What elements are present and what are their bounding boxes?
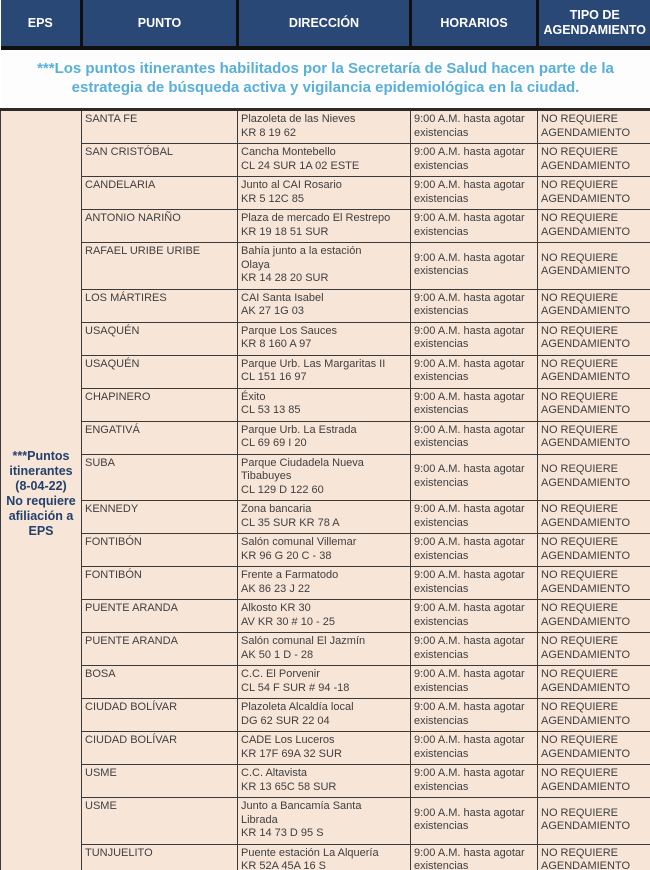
direccion-line: Plaza de mercado El Restrepo	[241, 212, 391, 224]
punto-cell: KENNEDY	[82, 501, 238, 534]
column-header-horarios: HORARIOS	[411, 0, 538, 48]
direccion-cell	[238, 798, 411, 845]
direccion-cell	[238, 322, 411, 355]
punto-cell: CIUDAD BOLÍVAR	[82, 699, 238, 732]
punto-cell: CANDELARIA	[82, 177, 238, 210]
direccion-line: Junto a Bancamía Santa	[241, 800, 362, 812]
punto-cell: USAQUÉN	[82, 322, 238, 355]
direccion-line: CL 24 SUR 1A 02 ESTE	[241, 159, 360, 172]
table-row	[1, 322, 650, 355]
punto-cell: ANTONIO NARIÑO	[82, 210, 238, 243]
direccion-line: KR 17F 69A 32 SUR	[241, 747, 342, 760]
horario-cell: 9:00 A.M. hasta agotar existencias	[411, 633, 538, 666]
table-row	[1, 666, 650, 699]
punto-cell: BOSA	[82, 666, 238, 699]
horario-cell: 9:00 A.M. hasta agotar existencias	[411, 501, 538, 534]
itinerant-points-notice: ***Los puntos itinerantes habilitados por la Secretaría de Salud hacen parte de la estrategia de búsqueda activa y vigilancia epidemiológica en la ciudad.	[1, 48, 650, 110]
direccion-line: Cancha Montebello	[241, 146, 336, 158]
horario-cell: 9:00 A.M. hasta agotar existencias	[411, 289, 538, 322]
horario-cell: 9:00 A.M. hasta agotar existencias	[411, 421, 538, 454]
direccion-line: Tibabuyes	[241, 470, 292, 482]
eps-label-line: itinerantes	[9, 463, 73, 478]
direccion-line: CL 35 SUR KR 78 A	[241, 516, 340, 529]
direccion-line: Parque Urb. Las Margaritas II	[241, 357, 386, 370]
direccion-line: C.C. El Porvenir	[241, 668, 320, 680]
direccion-line: CL 151 16 97	[241, 371, 307, 383]
tipo-agendamiento-cell: NO REQUIERE AGENDAMIENTO	[538, 534, 650, 567]
table-row	[1, 454, 650, 501]
tipo-agendamiento-cell: NO REQUIERE AGENDAMIENTO	[538, 144, 650, 177]
direccion-line: KR 14 28 20 SUR	[241, 272, 329, 284]
header-row	[1, 0, 650, 48]
horario-cell: 9:00 A.M. hasta agotar existencias	[411, 567, 538, 600]
tipo-agendamiento-cell: NO REQUIERE AGENDAMIENTO	[538, 421, 650, 454]
table-row	[1, 732, 650, 765]
direccion-line: CL 129 D 122 60	[241, 483, 324, 496]
eps-label-line: ***Puntos	[12, 448, 70, 463]
direccion-line: CL 69 69 I 20	[241, 437, 307, 449]
horario-cell: 9:00 A.M. hasta agotar existencias	[411, 177, 538, 210]
direccion-cell	[238, 210, 411, 243]
horario-cell: 9:00 A.M. hasta agotar existencias	[411, 765, 538, 798]
horario-cell: 9:00 A.M. hasta agotar existencias	[411, 732, 538, 765]
horario-cell: 9:00 A.M. hasta agotar existencias	[411, 699, 538, 732]
punto-cell: SUBA	[82, 454, 238, 501]
direccion-cell	[238, 633, 411, 666]
direccion-line: Salón comunal El Jazmín	[241, 635, 366, 647]
horario-cell: 9:00 A.M. hasta agotar existencias	[411, 110, 538, 144]
direccion-line: Parque Los Sauces	[241, 324, 338, 337]
direccion-line: KR 8 19 62	[241, 126, 297, 139]
table-row	[1, 765, 650, 798]
tipo-agendamiento-cell: NO REQUIERE AGENDAMIENTO	[538, 210, 650, 243]
direccion-cell	[238, 765, 411, 798]
direccion-line: Plazoleta de las Nieves	[241, 113, 356, 125]
tipo-agendamiento-cell: NO REQUIERE AGENDAMIENTO	[538, 699, 650, 732]
column-header-punto: PUNTO	[82, 0, 238, 48]
table-row	[1, 633, 650, 666]
direccion-line: KR 19 18 51 SUR	[241, 225, 329, 238]
punto-cell: FONTIBÓN	[82, 567, 238, 600]
direccion-line: Librada	[241, 813, 278, 826]
table-row	[1, 110, 650, 144]
table-row	[1, 844, 650, 870]
table-row	[1, 355, 650, 388]
direccion-cell	[238, 732, 411, 765]
table-row	[1, 177, 650, 210]
punto-cell: LOS MÁRTIRES	[82, 289, 238, 322]
horario-cell: 9:00 A.M. hasta agotar existencias	[411, 210, 538, 243]
tipo-agendamiento-cell: NO REQUIERE AGENDAMIENTO	[538, 454, 650, 501]
horario-cell: 9:00 A.M. hasta agotar existencias	[411, 355, 538, 388]
tipo-agendamiento-cell: NO REQUIERE AGENDAMIENTO	[538, 177, 650, 210]
notice-row	[1, 48, 650, 110]
direccion-line: Éxito	[241, 390, 266, 403]
table-row	[1, 421, 650, 454]
horario-cell: 9:00 A.M. hasta agotar existencias	[411, 600, 538, 633]
direccion-cell	[238, 501, 411, 534]
table-row	[1, 501, 650, 534]
direccion-cell	[238, 355, 411, 388]
direccion-line: Zona bancaria	[241, 503, 312, 515]
punto-cell: PUENTE ARANDA	[82, 600, 238, 633]
direccion-line: CL 53 13 85	[241, 404, 301, 416]
table-body	[1, 48, 650, 870]
horario-cell: 9:00 A.M. hasta agotar existencias	[411, 388, 538, 421]
horario-cell: 9:00 A.M. hasta agotar existencias	[411, 243, 538, 290]
punto-cell: SAN CRISTÓBAL	[82, 144, 238, 177]
direccion-line: C.C. Altavista	[241, 767, 308, 779]
direccion-line: KR 52A 45A 16 S	[241, 860, 327, 870]
direccion-line: Junto al CAI Rosario	[241, 179, 342, 191]
punto-cell: PUENTE ARANDA	[82, 633, 238, 666]
direccion-cell	[238, 243, 411, 290]
tipo-agendamiento-cell: NO REQUIERE AGENDAMIENTO	[538, 732, 650, 765]
direccion-cell	[238, 177, 411, 210]
table-header	[1, 0, 650, 48]
punto-cell: SANTA FE	[82, 110, 238, 144]
direccion-cell	[238, 110, 411, 144]
table-row	[1, 388, 650, 421]
direccion-cell	[238, 567, 411, 600]
direccion-line: Bahía junto a la estación	[241, 245, 362, 257]
punto-cell: CIUDAD BOLÍVAR	[82, 732, 238, 765]
direccion-cell	[238, 666, 411, 699]
tipo-agendamiento-cell: NO REQUIERE AGENDAMIENTO	[538, 388, 650, 421]
table-row	[1, 534, 650, 567]
table-row	[1, 210, 650, 243]
table-row	[1, 144, 650, 177]
direccion-cell	[238, 388, 411, 421]
direccion-cell	[238, 289, 411, 322]
tipo-agendamiento-cell: NO REQUIERE AGENDAMIENTO	[538, 243, 650, 290]
horario-cell: 9:00 A.M. hasta agotar existencias	[411, 322, 538, 355]
direccion-line: Salón comunal Villemar	[241, 536, 357, 548]
horario-cell: 9:00 A.M. hasta agotar existencias	[411, 144, 538, 177]
eps-label-line: No requiere	[6, 493, 76, 508]
table-row	[1, 567, 650, 600]
horario-cell: 9:00 A.M. hasta agotar existencias	[411, 798, 538, 845]
direccion-line: KR 13 65C 58 SUR	[241, 780, 337, 793]
punto-cell: FONTIBÓN	[82, 534, 238, 567]
direccion-line: AK 86 23 J 22	[241, 582, 311, 595]
direccion-line: Olaya	[241, 258, 270, 271]
direccion-line: CL 54 F SUR # 94 -18	[241, 681, 350, 694]
punto-cell: RAFAEL URIBE URIBE	[82, 243, 238, 290]
direccion-line: KR 8 160 A 97	[241, 338, 312, 350]
direccion-cell	[238, 534, 411, 567]
eps-label-line: afiliación a	[8, 508, 74, 523]
table-row	[1, 243, 650, 290]
tipo-agendamiento-cell: NO REQUIERE AGENDAMIENTO	[538, 633, 650, 666]
direccion-line: Plazoleta Alcaldía local	[241, 701, 354, 713]
tipo-agendamiento-cell: NO REQUIERE AGENDAMIENTO	[538, 355, 650, 388]
punto-cell: CHAPINERO	[82, 388, 238, 421]
horario-cell: 9:00 A.M. hasta agotar existencias	[411, 666, 538, 699]
eps-group-label	[1, 110, 82, 870]
tipo-agendamiento-cell: NO REQUIERE AGENDAMIENTO	[538, 501, 650, 534]
tipo-agendamiento-cell: NO REQUIERE AGENDAMIENTO	[538, 567, 650, 600]
direccion-line: Puente estación La Alquería	[241, 846, 379, 859]
direccion-line: KR 14 73 D 95 S	[241, 827, 324, 839]
direccion-cell	[238, 421, 411, 454]
tipo-agendamiento-cell: NO REQUIERE AGENDAMIENTO	[538, 600, 650, 633]
column-header-direccion: DIRECCIÓN	[238, 0, 411, 48]
direccion-cell	[238, 144, 411, 177]
punto-cell: ENGATIVÁ	[82, 421, 238, 454]
direccion-line: DG 62 SUR 22 04	[241, 714, 330, 727]
direccion-cell	[238, 454, 411, 501]
direccion-line: KR 5 12C 85	[241, 192, 304, 205]
direccion-line: AK 50 1 D - 28	[241, 648, 314, 661]
tipo-agendamiento-cell: NO REQUIERE AGENDAMIENTO	[538, 844, 650, 870]
direccion-line: Parque Ciudadela Nueva	[241, 456, 364, 469]
table-row	[1, 600, 650, 633]
tipo-agendamiento-cell: NO REQUIERE AGENDAMIENTO	[538, 765, 650, 798]
horario-cell: 9:00 A.M. hasta agotar existencias	[411, 454, 538, 501]
direccion-cell	[238, 600, 411, 633]
direccion-line: AV KR 30 # 10 - 25	[241, 615, 335, 628]
table-row	[1, 289, 650, 322]
tipo-agendamiento-cell: NO REQUIERE AGENDAMIENTO	[538, 322, 650, 355]
horario-cell: 9:00 A.M. hasta agotar existencias	[411, 534, 538, 567]
direccion-line: AK 27 1G 03	[241, 305, 304, 317]
direccion-line: Parque Urb. La Estrada	[241, 423, 357, 436]
eps-label-line: (8-04-22)	[15, 478, 67, 493]
eps-label-line: EPS	[28, 523, 54, 538]
direccion-cell	[238, 699, 411, 732]
tipo-agendamiento-cell: NO REQUIERE AGENDAMIENTO	[538, 289, 650, 322]
column-header-eps: EPS	[1, 0, 82, 48]
punto-cell: USME	[82, 765, 238, 798]
direccion-line: CAI Santa Isabel	[241, 291, 324, 304]
punto-cell: USME	[82, 798, 238, 845]
direccion-cell	[238, 844, 411, 870]
punto-cell: USAQUÉN	[82, 355, 238, 388]
tipo-agendamiento-cell: NO REQUIERE AGENDAMIENTO	[538, 110, 650, 144]
tipo-agendamiento-cell: NO REQUIERE AGENDAMIENTO	[538, 666, 650, 699]
table-row	[1, 798, 650, 845]
direccion-line: KR 96 G 20 C - 38	[241, 549, 332, 562]
horario-cell: 9:00 A.M. hasta agotar existencias	[411, 844, 538, 870]
column-header-tipo-agendamiento: TIPO DE AGENDAMIENTO	[538, 0, 650, 48]
table-row	[1, 699, 650, 732]
direccion-line: CADE Los Luceros	[241, 734, 335, 746]
direccion-line: Alkosto KR 30	[241, 602, 311, 614]
tipo-agendamiento-cell: NO REQUIERE AGENDAMIENTO	[538, 798, 650, 845]
direccion-line: Frente a Farmatodo	[241, 569, 339, 581]
punto-cell: TUNJUELITO	[82, 844, 238, 870]
